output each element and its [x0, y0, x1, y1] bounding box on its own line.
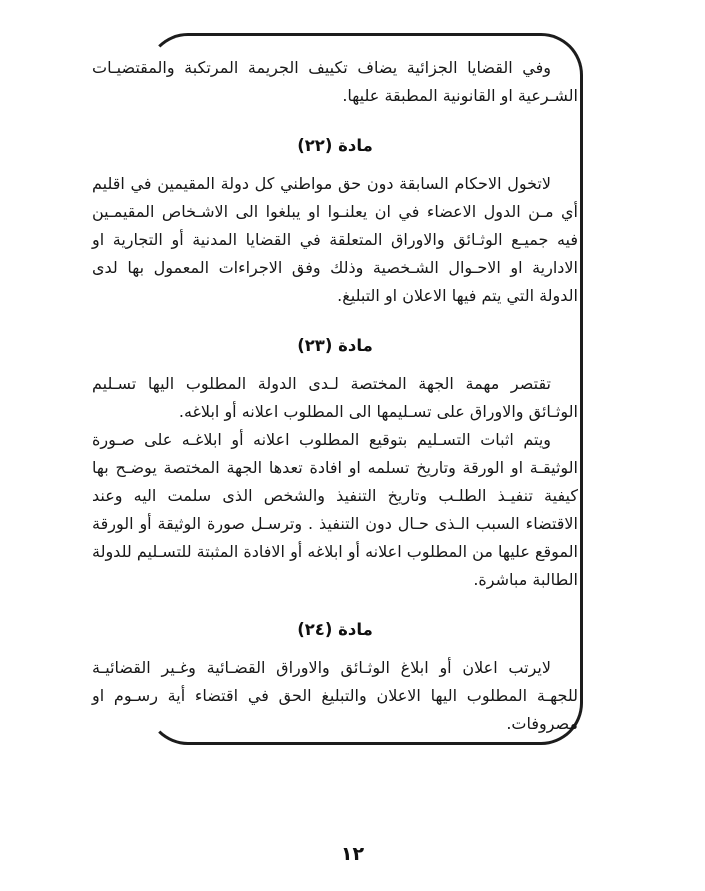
- article-22-paragraph: لاتخول الاحكام السابقة دون حق مواطني كل دولة المقيمين في اقليم أي مـن الدول الاعضاء في ان يعلنـوا او يبلغوا الى الاشـخاص المقيمـين فيه جميـع الوثـائق والاوراق المتعلقة في القضايا المدنية أو التجارية او الادارية او الاحـوال الشـخصية وذلك وفق الاجراءات المعمول بها لدى الدولة التي يتم فيها الاعلان او التبليغ.: [92, 174, 578, 305]
- article-24-paragraph: لايرتب اعلان أو ابلاغ الوثـائق والاوراق القضـائية وغـير القضائيـة للجهـة المطلوب اليها الاعلان والتبليغ الحق في اقتضاء أية رسـوم او مصروفات.: [92, 658, 578, 733]
- article-23-heading: مادة (٢٣): [297, 336, 373, 355]
- article-24-heading: مادة (٢٤): [297, 620, 373, 639]
- article-23-paragraph-1: تقتصر مهمة الجهة المختصة لـدى الدولة المطلوب اليها تسـليم الوثـائق والاوراق على تسـليمها الى المطلوب اعلانه أو ابلاغه.: [92, 374, 578, 421]
- article-22-heading: مادة (٢٢): [297, 136, 373, 155]
- page-text-content: [92, 54, 578, 738]
- article-23-paragraph-2: ويتم اثبات التسـليم بتوقيع المطلوب اعلانه أو ابلاغـه على صـورة الوثيقـة او الورقة وتاريخ تسلمه او افادة تعدها الجهة المختصة يوضـح بها كيفية تنفيـذ الطلـب وتاريخ التنفيذ والشخص الذى سلمت اليه وعند الاقتضاء السبب الـذى حـال دون التنفيذ . وترسـل صورة الوثيقة أو الورقة الموقع عليها من المطلوب اعلانه أو ابلاغه أو الافادة المثبتة للتسـليم للدولة الطالبة مباشرة.: [92, 430, 578, 589]
- page-number: ١٢: [340, 843, 365, 865]
- paragraph-intro: وفي القضايا الجزائية يضاف تكييف الجريمة المرتكبة والمقتضيـات الشـرعية او القانونية المطبقة عليها.: [92, 58, 578, 105]
